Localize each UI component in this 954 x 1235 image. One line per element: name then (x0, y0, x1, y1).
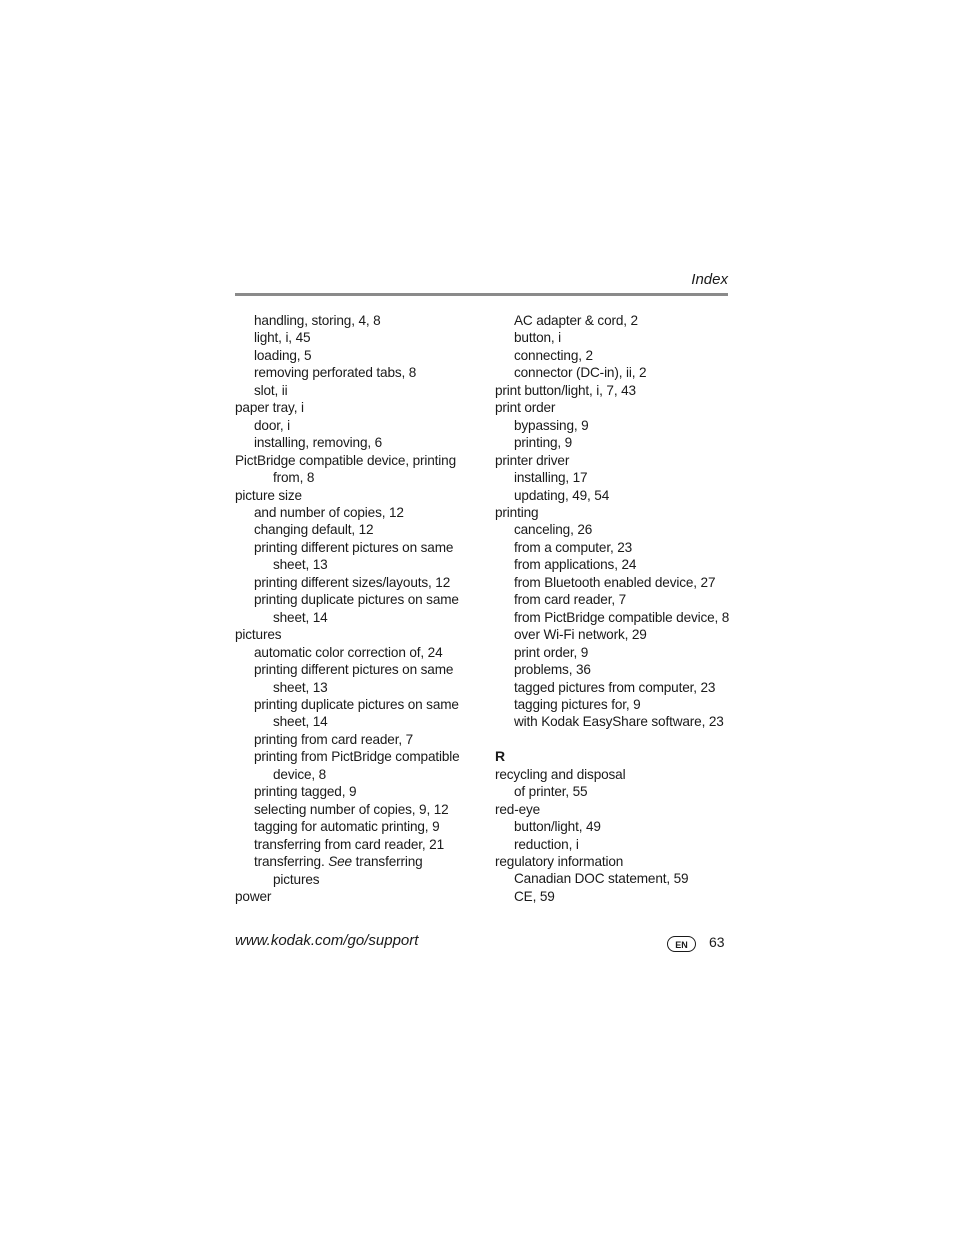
index-subentry: handling, storing, 4, 8 (254, 313, 381, 328)
index-entry: picture size (235, 487, 302, 503)
index-subentry: printing different pictures on same (254, 662, 454, 678)
index-subentry: AC adapter & cord, 2 (514, 313, 638, 328)
index-subentry: over Wi-Fi network, 29 (514, 627, 647, 643)
index-subentry: printing duplicate pictures on same (254, 592, 459, 608)
index-entry-continuation: sheet, 14 (273, 714, 328, 730)
index-entry-continuation: sheet, 13 (273, 679, 328, 695)
index-subentry: light, i, 45 (254, 330, 311, 346)
index-subentry: printing duplicate pictures on same (254, 696, 459, 712)
index-subentry: CE, 59 (514, 888, 555, 904)
header-divider (235, 293, 728, 296)
language-badge: EN (667, 936, 696, 952)
index-entry-continuation: pictures (273, 871, 320, 887)
index-entry: regulatory information (495, 854, 624, 870)
index-entry: print button/light, i, 7, 43 (495, 382, 636, 398)
index-column-left (235, 312, 480, 905)
index-subentry: changing default, 12 (254, 522, 374, 538)
index-subentry: slot, ii (254, 382, 288, 398)
index-entry: recycling and disposal (495, 766, 626, 782)
index-subentry: button, i (514, 330, 562, 346)
index-subentry: printing from card reader, 7 (254, 731, 414, 747)
index-entry: printer driver (495, 452, 570, 468)
see-reference: See (328, 854, 352, 870)
index-subentry: tagged pictures from computer, 23 (514, 679, 716, 695)
index-subentry: canceling, 26 (514, 522, 593, 538)
index-subentry: connecting, 2 (514, 347, 593, 363)
entry-text: transferring. (254, 854, 325, 870)
index-subentry: problems, 36 (514, 662, 591, 678)
index-entry-continuation: sheet, 14 (273, 609, 328, 625)
index-entry: red-eye (495, 801, 541, 817)
page-header-title: Index (691, 271, 728, 288)
index-subentry: button/light, 49 (514, 819, 601, 835)
index-entry-continuation: sheet, 13 (273, 557, 328, 573)
index-subentry: bypassing, 9 (514, 417, 589, 433)
support-url: www.kodak.com/go/support (235, 932, 419, 949)
index-subentry: automatic color correction of, 24 (254, 644, 443, 660)
index-subentry: from Bluetooth enabled device, 27 (514, 574, 716, 590)
index-subentry: connector (DC-in), ii, 2 (514, 365, 647, 381)
index-subentry: installing, 17 (514, 470, 588, 486)
index-subentry: print order, 9 (514, 644, 589, 660)
index-subentry: door, i (254, 417, 290, 433)
index-subentry (235, 853, 480, 870)
index-subentry: from applications, 24 (514, 557, 637, 573)
index-subentry: Canadian DOC statement, 59 (514, 871, 689, 887)
index-entry: print order (495, 400, 556, 416)
index-spacer (495, 731, 735, 748)
index-subentry: with Kodak EasyShare software, 23 (514, 714, 724, 730)
see-target: transferring (351, 854, 423, 870)
index-subentry: loading, 5 (254, 347, 312, 363)
index-subentry: installing, removing, 6 (254, 435, 383, 451)
index-entry: power (235, 888, 272, 904)
index-entry: PictBridge compatible device, printing (235, 452, 456, 468)
index-subentry: and number of copies, 12 (254, 504, 404, 520)
index-subentry: printing from PictBridge compatible (254, 749, 460, 765)
index-entry: paper tray, i (235, 400, 304, 416)
index-subentry: removing perforated tabs, 8 (254, 365, 417, 381)
index-subentry: transferring from card reader, 21 (254, 836, 444, 852)
index-subentry: printing different pictures on same (254, 539, 454, 555)
index-entry-continuation: device, 8 (273, 766, 327, 782)
index-subentry: from a computer, 23 (514, 539, 633, 555)
index-subentry: printing different sizes/layouts, 12 (254, 574, 451, 590)
page-number: 63 (709, 934, 725, 950)
index-entry: printing (495, 504, 539, 520)
index-subentry: from card reader, 7 (514, 592, 626, 608)
index-subentry: tagging pictures for, 9 (514, 696, 641, 712)
index-subentry: printing, 9 (514, 435, 573, 451)
index-entry: pictures (235, 627, 282, 643)
index-subentry: tagging for automatic printing, 9 (254, 819, 440, 835)
index-subentry: selecting number of copies, 9, 12 (254, 801, 449, 817)
index-subentry: printing tagged, 9 (254, 784, 357, 800)
index-column-right (495, 312, 735, 905)
index-section-letter: R (495, 748, 506, 765)
index-subentry: reduction, i (514, 836, 579, 852)
index-entry-continuation: from, 8 (273, 470, 315, 486)
index-subentry: of printer, 55 (514, 784, 588, 800)
index-subentry: updating, 49, 54 (514, 487, 610, 503)
index-subentry: from PictBridge compatible device, 8 (514, 609, 730, 625)
